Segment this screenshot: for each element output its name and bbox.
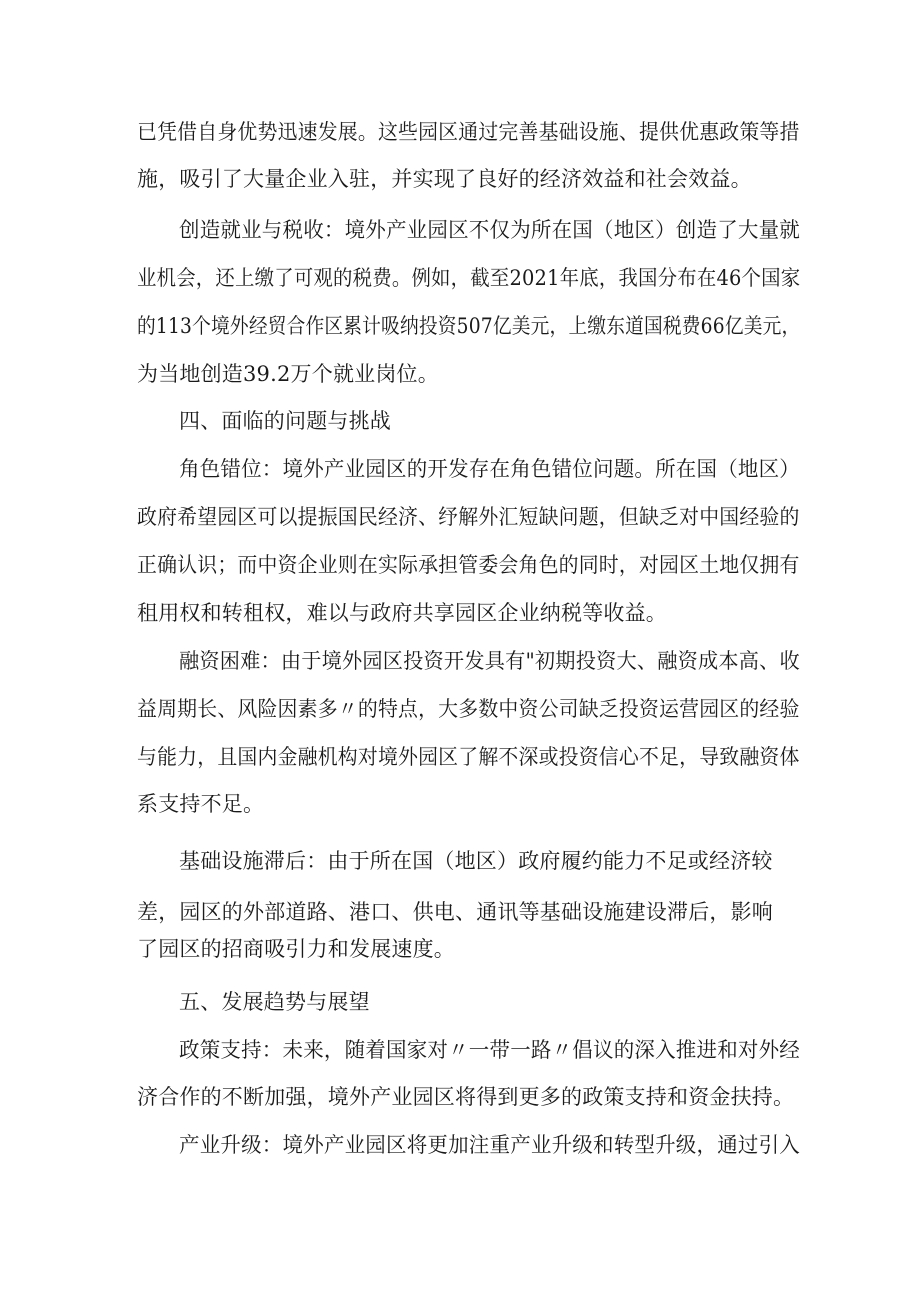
paragraph-line: 系支持不足。 [137,792,265,816]
paragraph-line: 租用权和转租权，难以与政府共享园区企业纳税等收益。 [137,601,667,625]
paragraph-line: 的113个境外经贸合作区累计吸纳投资507亿美元，上缴东道国税费66亿美元， [137,314,801,338]
paragraph-line: 济合作的不断加强，境外产业园区将得到更多的政策支持和资金扶持。 [137,1085,795,1109]
paragraph-line: 与能力，且国内金融机构对境外园区了解不深或投资信心不足，导致融资体 [137,745,800,769]
paragraph-line: 了园区的招商吸引力和发展速度。 [137,937,455,961]
paragraph-line: 已凭借自身优势迅速发展。这些园区通过完善基础设施、提供优惠政策等措 [137,120,800,144]
paragraph-line: 施，吸引了大量企业入驻，并实现了良好的经济效益和社会效益。 [137,167,752,191]
paragraph-line: 创造就业与税收：境外产业园区不仅为所在国（地区）创造了大量就 [179,218,800,242]
paragraph-line: 融资困难：由于境外园区投资开发具有"初期投资大、融资成本高、收 [179,649,800,673]
section-heading: 四、面临的问题与挑战 [179,409,391,433]
paragraph-line: 角色错位：境外产业园区的开发存在角色错位问题。所在国（地区） [179,457,800,481]
paragraph-line: 政府希望园区可以提振国民经济、纾解外汇短缺问题，但缺乏对中国经验的 [137,505,800,529]
paragraph-line: 基础设施滞后：由于所在国（地区）政府履约能力不足或经济较 [179,849,773,873]
paragraph-line: 差，园区的外部道路、港口、供电、通讯等基础设施建设滞后，影响 [137,900,773,924]
section-heading: 五、发展趋势与展望 [179,990,370,1014]
paragraph-line: 业机会，还上缴了可观的税费。例如，截至2021年底，我国分布在46个国家 [137,266,801,290]
paragraph-line: 为当地创造39.2万个就业岗位。 [137,362,439,386]
paragraph-line: 政策支持：未来，随着国家对〃一带一路〃倡议的深入推进和对外经 [179,1038,800,1062]
paragraph-line: 益周期长、风险因素多〃的特点，大多数中资公司缺乏投资运营园区的经验 [137,697,800,721]
paragraph-line: 正确认识；而中资企业则在实际承担管委会角色的同时，对园区土地仅拥有 [137,553,800,577]
paragraph-line: 产业升级：境外产业园区将更加注重产业升级和转型升级，通过引入 [179,1133,800,1157]
